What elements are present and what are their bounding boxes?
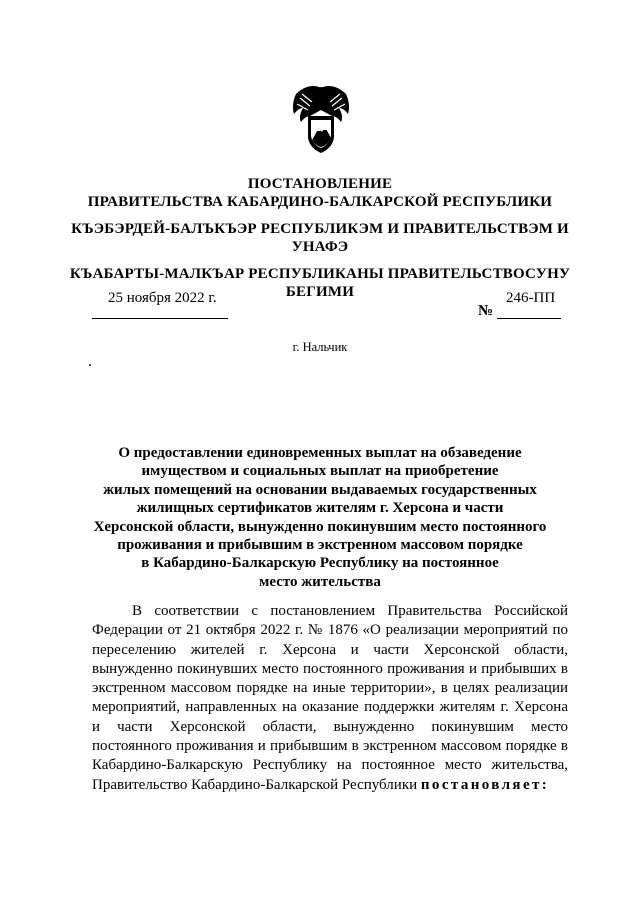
document-number: 246-ПП <box>506 290 556 306</box>
document-title <box>0 444 640 591</box>
document-number-label: № <box>478 303 494 319</box>
document-city: г. Нальчик <box>292 340 348 354</box>
body-paragraph <box>92 602 568 795</box>
kbr-coat-of-arms-icon <box>288 80 354 156</box>
title-line: Херсонской области, вынужденно покинувшим место постоянного <box>93 518 547 535</box>
title-line: проживания и прибывшим в экстренном массовом порядке <box>117 537 523 554</box>
header-title: ПОСТАНОВЛЕНИЕ <box>247 176 393 192</box>
date-underline <box>92 318 228 319</box>
coat-of-arms-emblem <box>288 80 354 156</box>
body-text: В соответствии с постановлением Правительства Российской Федерации от 21 октября 2022 г. № 1876 «О реализации мероприятий по переселению жителей г. Херсона и части Херсонской области, вынужденно покинувших место постоянного проживания и прибывших в экстренном массовом порядке на иные территории», в целях реализации мероприятий, направленных на оказание поддержки жителям г. Херсона и части Херсонской области, вынужденно покинувшим место постоянного проживания и прибывшим в экстренном массовом порядке в Кабардино-Балкарскую Республику на постоянное место жительства, Правительство Кабардино-Балкарской Республики <box>92 603 568 793</box>
body-emphasis: постановляет: <box>420 776 550 793</box>
title-line: в Кабардино-Балкарскую Республику на постоянное <box>141 555 499 572</box>
title-line: О предоставлении единовременных выплат на обзаведение <box>118 445 522 461</box>
header-kabardian-line1: КЪЭБЭРДЕЙ-БАЛЪКЪЭР РЕСПУБЛИКЭМ И ПРАВИТЕЛЬСТВЭМ И <box>71 221 569 237</box>
title-line: жилых помещений на основании выдаваемых государственных <box>103 481 537 498</box>
header-balkar-line1: КЪАБАРТЫ-МАЛКЪАР РЕСПУБЛИКАНЫ ПРАВИТЕЛЬСТВОСУНУ <box>69 266 571 282</box>
document-date: 25 ноября 2022 г. <box>108 290 217 306</box>
title-line: имуществом и социальных выплат на приобретение <box>141 463 499 480</box>
title-line: место жительства <box>259 573 381 590</box>
number-underline <box>497 318 561 319</box>
header-government: ПРАВИТЕЛЬСТВА КАБАРДИНО-БАЛКАРСКОЙ РЕСПУБЛИКИ <box>87 194 553 210</box>
header-kabardian-line2: УНАФЭ <box>291 239 349 255</box>
header-balkar-line2: БЕГИМИ <box>285 284 355 300</box>
title-line: жилищных сертификатов жителям г. Херсона и части <box>136 500 504 517</box>
scan-mark <box>89 364 91 366</box>
